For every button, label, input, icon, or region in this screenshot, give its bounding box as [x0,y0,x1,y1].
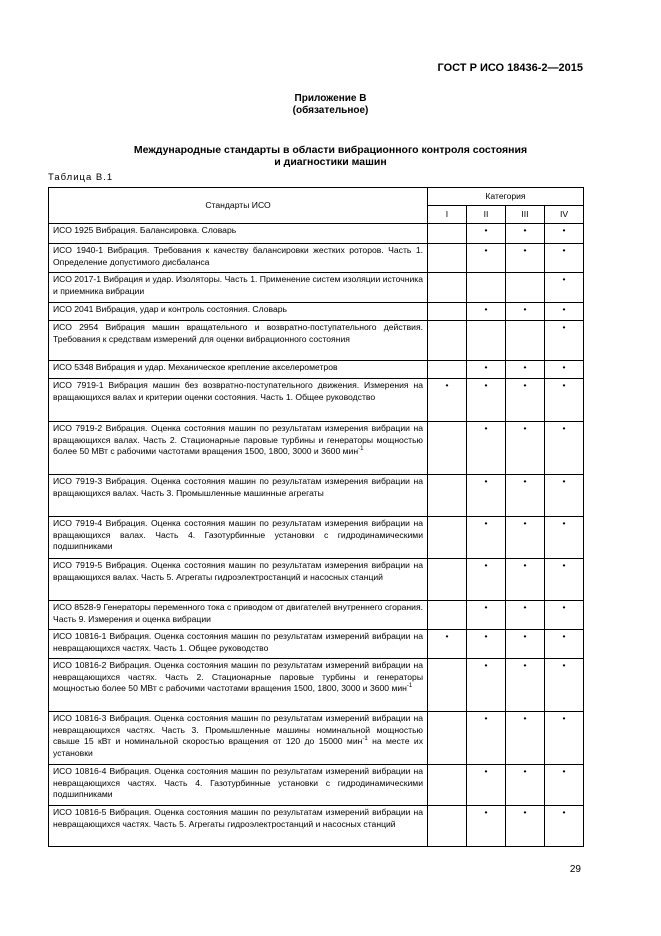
section-title [0,144,661,168]
table-row [49,422,584,475]
table-row [49,517,584,559]
table-row [49,601,584,630]
applicable-bullet: • [484,225,488,235]
applicable-bullet: • [484,660,488,670]
applicable-bullet: • [445,631,449,641]
standard-name [49,303,428,321]
applicable-bullet: • [484,380,488,390]
standard-name-text: ИСО 2017-1 Вибрация и удар. Изоляторы. Часть 1. Применение систем изоляции источника и приемника вибрации [53,274,423,296]
category-2-cell [467,422,506,475]
category-1-cell [428,517,467,559]
category-4-cell [545,475,584,517]
applicable-bullet: • [562,713,566,723]
header-standards: Стандарты ИСО [49,188,428,224]
category-3-cell [506,517,545,559]
appendix-subtitle: (обязательное) [292,105,369,116]
applicable-bullet: • [484,423,488,433]
applicable-bullet: • [562,631,566,641]
standard-name-text: ИСО 7919-4 Вибрация. Оценка состояния машин по результатам измерения вибрации на вращающихся валах. Часть 4. Газотурбинные установки с гидродинамическими подшипниками [53,518,423,552]
applicable-bullet: • [562,807,566,817]
category-2-cell [467,244,506,273]
standard-name-text: ИСО 7919-5 Вибрация. Оценка состояния машин по результатам измерения вибрации на вращающихся валах. Часть 5. Агрегаты гидроэлектростанций и насосных станций [53,560,423,582]
applicable-bullet: • [484,713,488,723]
category-1-cell [428,379,467,422]
category-2-cell [467,303,506,321]
category-4-cell [545,659,584,712]
standard-name-text: ИСО 10816-1 Вибрация. Оценка состояния машин по результатам измерений вибрации на невращающихся частях. Часть 1. Общее руководство [53,631,423,653]
category-4-cell [545,630,584,659]
category-3-cell [506,806,545,847]
applicable-bullet: • [484,602,488,612]
applicable-bullet: • [562,602,566,612]
category-4-cell [545,273,584,303]
category-3-cell [506,379,545,422]
standards-table-body [49,224,584,847]
category-3-cell [506,321,545,361]
category-4-cell [545,559,584,601]
category-3-cell [506,475,545,517]
standard-name-text: ИСО 10816-3 Вибрация. Оценка состояния машин по результатам измерений вибрации на невращающихся частях. Часть 3. Промышленные машины номинальной мощностью свыше 15 кВт и номинальной скоростью вращения от 120 до 15000 мин [53,713,423,747]
standard-name [49,765,428,806]
table-row [49,765,584,806]
applicable-bullet: • [562,380,566,390]
applicable-bullet: • [562,660,566,670]
category-1-cell [428,224,467,244]
applicable-bullet: • [523,245,527,255]
category-3-cell [506,712,545,765]
applicable-bullet: • [523,518,527,528]
category-2-cell [467,517,506,559]
applicable-bullet: • [562,245,566,255]
category-4-cell [545,712,584,765]
applicable-bullet: • [562,560,566,570]
header-category-4: IV [545,206,584,224]
category-3-cell [506,303,545,321]
category-4-cell [545,244,584,273]
applicable-bullet: • [523,631,527,641]
category-1-cell [428,601,467,630]
standard-name-text: ИСО 8528-9 Генераторы переменного тока с приводом от двигателей внутреннего сгорания. Часть 9. Измерения и оценка вибрации [53,602,423,624]
applicable-bullet: • [523,362,527,372]
standard-name [49,224,428,244]
category-2-cell [467,379,506,422]
standard-name [49,712,428,765]
standard-name [49,475,428,517]
standards-table [48,187,584,847]
table-row [49,659,584,712]
category-1-cell [428,806,467,847]
category-4-cell [545,361,584,379]
category-4-cell [545,765,584,806]
category-1-cell [428,712,467,765]
category-3-cell [506,273,545,303]
applicable-bullet: • [484,631,488,641]
standard-name-text: ИСО 10816-4 Вибрация. Оценка состояния машин по результатам измерений вибрации на невращающихся частях. Часть 4. Газотурбинные установки с гидродинамическими подшипниками [53,766,423,800]
applicable-bullet: • [523,476,527,486]
category-3-cell [506,601,545,630]
category-4-cell [545,321,584,361]
standard-name [49,379,428,422]
unit-superscript: -1 [358,446,364,453]
standard-name [49,630,428,659]
category-3-cell [506,659,545,712]
table-row [49,630,584,659]
category-1-cell [428,361,467,379]
category-2-cell [467,475,506,517]
category-1-cell [428,273,467,303]
applicable-bullet: • [484,304,488,314]
header-category-3: III [506,206,545,224]
standard-name [49,601,428,630]
standard-name [49,659,428,712]
table-row [49,379,584,422]
table-row [49,303,584,321]
category-1-cell [428,630,467,659]
category-3-cell [506,224,545,244]
standard-name [49,321,428,361]
category-2-cell [467,765,506,806]
category-1-cell [428,475,467,517]
applicable-bullet: • [484,807,488,817]
applicable-bullet: • [562,423,566,433]
applicable-bullet: • [562,225,566,235]
category-4-cell [545,303,584,321]
table-row [49,806,584,847]
category-3-cell [506,361,545,379]
standard-name-text: ИСО 2041 Вибрация, удар и контроль состояния. Словарь [53,304,287,314]
applicable-bullet: • [484,476,488,486]
header-category-1: I [428,206,467,224]
category-2-cell [467,361,506,379]
standard-name-tail: на месте их установки [53,736,423,758]
category-1-cell [428,659,467,712]
standard-name-text: ИСО 7919-3 Вибрация. Оценка состояния машин по результатам измерения вибрации на вращающихся валах. Часть 3. Промышленные машинные агрегаты [53,476,423,498]
header-category: Категория [428,188,584,206]
table-caption: Таблица В.1 [48,172,114,183]
applicable-bullet: • [523,602,527,612]
category-4-cell [545,224,584,244]
standard-name-text: ИСО 2954 Вибрация машин вращательного и возвратно-поступательного действия. Требования к средствам измерений для оценки вибрационного состояния [53,322,423,344]
category-1-cell [428,321,467,361]
table-row [49,273,584,303]
appendix-title: Приложение В [294,93,367,104]
standard-name-text: ИСО 7919-1 Вибрация машин без возвратно-поступательного движения. Измерения на вращающихся валах и критерии оценки состояния. Часть 1. Общее руководство [53,380,423,402]
applicable-bullet: • [562,362,566,372]
standard-name-text: ИСО 5348 Вибрация и удар. Механическое крепление акселерометров [53,362,338,372]
applicable-bullet: • [484,362,488,372]
table-row [49,559,584,601]
applicable-bullet: • [523,304,527,314]
document-code: ГОСТ Р ИСО 18436-2—2015 [437,62,583,74]
section-title-line-2: и диагностики машин [274,156,387,168]
category-2-cell [467,630,506,659]
table-row [49,244,584,273]
applicable-bullet: • [523,807,527,817]
category-2-cell [467,659,506,712]
category-1-cell [428,422,467,475]
appendix-heading [0,93,661,117]
category-4-cell [545,517,584,559]
section-title-line-1: Международные стандарты в области вибрационного контроля состояния [133,144,528,156]
category-1-cell [428,765,467,806]
category-2-cell [467,224,506,244]
applicable-bullet: • [523,713,527,723]
header-category-2: II [467,206,506,224]
table-row [49,712,584,765]
applicable-bullet: • [484,518,488,528]
standard-name [49,517,428,559]
unit-superscript: -1 [406,683,413,690]
table-row [49,475,584,517]
category-2-cell [467,559,506,601]
standard-name-text: ИСО 10816-5 Вибрация. Оценка состояния машин по результатам измерений вибрации на невращающихся частях. Часть 5. Агрегаты гидроэлектростанций и насосных станций [53,807,423,829]
applicable-bullet: • [562,322,566,332]
category-2-cell [467,806,506,847]
standard-name-text: ИСО 10816-2 Вибрация. Оценка состояния машин по результатам измерений вибрации на невращающихся частях. Часть 2. Стационарные паровые турбины и генераторы мощностью более 50 МВт с рабочими частотами вращения 1500, 1800, 3000 и 3600 мин [53,660,423,694]
standard-name [49,806,428,847]
category-3-cell [506,765,545,806]
page-number: 29 [569,864,581,875]
standard-name-text: ИСО 1940-1 Вибрация. Требования к качеству балансировки жестких роторов. Часть 1. Определение допустимого дисбаланса [53,245,423,267]
applicable-bullet: • [445,380,449,390]
unit-superscript: -1 [362,736,368,743]
category-4-cell [545,379,584,422]
applicable-bullet: • [562,304,566,314]
applicable-bullet: • [484,245,488,255]
category-4-cell [545,601,584,630]
applicable-bullet: • [523,766,527,776]
applicable-bullet: • [523,380,527,390]
category-4-cell [545,806,584,847]
applicable-bullet: • [484,560,488,570]
applicable-bullet: • [562,274,566,284]
category-2-cell [467,321,506,361]
category-3-cell [506,559,545,601]
category-1-cell [428,559,467,601]
standard-name-text: ИСО 7919-2 Вибрация. Оценка состояния машин по результатам измерения вибрации на вращающихся валах. Часть 2. Стационарные паровые турбины и генераторы мощностью более 50 МВт с рабочими частотами вращения 1500, 1800, 3000 и 3600 мин [53,423,423,457]
category-3-cell [506,630,545,659]
applicable-bullet: • [523,225,527,235]
applicable-bullet: • [562,518,566,528]
category-2-cell [467,601,506,630]
table-row [49,224,584,244]
standard-name-text: ИСО 1925 Вибрация. Балансировка. Словарь [53,225,237,235]
category-1-cell [428,244,467,273]
category-2-cell [467,712,506,765]
standard-name [49,559,428,601]
standard-name [49,361,428,379]
applicable-bullet: • [484,766,488,776]
table-row [49,361,584,379]
category-1-cell [428,303,467,321]
category-3-cell [506,244,545,273]
category-2-cell [467,273,506,303]
standard-name [49,244,428,273]
applicable-bullet: • [523,660,527,670]
applicable-bullet: • [523,423,527,433]
standard-name [49,422,428,475]
applicable-bullet: • [523,560,527,570]
applicable-bullet: • [562,766,566,776]
standard-name [49,273,428,303]
category-4-cell [545,422,584,475]
table-row [49,321,584,361]
category-3-cell [506,422,545,475]
applicable-bullet: • [562,476,566,486]
